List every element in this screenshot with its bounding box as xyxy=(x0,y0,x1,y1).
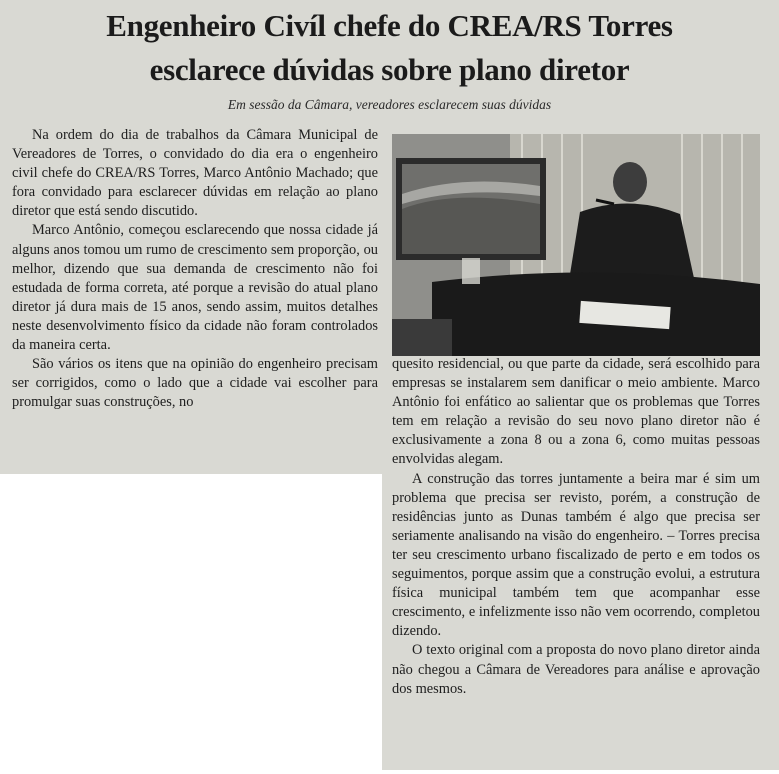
chair xyxy=(392,319,452,356)
paragraph: O texto original com a proposta do novo plano diretor ainda não chegou a Câmara de Vereadores para análise e aprovação dos mesmos. xyxy=(392,642,760,697)
headline-line-1: Engenheiro Civíl chefe do CREA/RS Torres xyxy=(106,8,673,43)
article-column-left xyxy=(12,126,378,412)
paragraph: Marco Antônio, começou esclarecendo que nossa cidade já alguns anos tomou um rumo de crescimento sem proporção, ou melhor, dizendo que sua demanda de crescimento não foi estudada de forma correta, até porque a revisão do atual plano diretor já dura mais de 15 anos, sendo assim, muitos detalhes neste desenvolvimento físico da cidade não foram controlados da maneira certa. xyxy=(12,222,378,354)
headline-line-2: esclarece dúvidas sobre plano diretor xyxy=(149,52,630,87)
speaker-photo xyxy=(392,134,760,356)
paragraph: Na ordem do dia de trabalhos da Câmara Municipal de Vereadores de Torres, o convidado do dia era o engenheiro civil chefe do CREA/RS Torres, Marco Antônio Machado; que fora convidado para esclarecer dúvidas em relação ao plano diretor que está sendo discutido. xyxy=(12,127,378,220)
subtitle: Em sessão da Câmara, vereadores esclarecem suas dúvidas xyxy=(227,97,552,112)
paragraph: São vários os itens que na opinião do engenheiro precisam ser corrigidos, como o lado que a cidade vai escolher para promulgar suas construções, no xyxy=(12,356,378,411)
water-glass xyxy=(462,258,480,284)
article-column-right xyxy=(392,355,760,699)
tv-screen-image xyxy=(402,198,540,254)
speaker-head xyxy=(613,162,647,202)
paragraph: A construção das torres juntamente a beira mar é sim um problema que precisa ser revisto, porém, a construção de residências junto as Dunas também é algo que precisa ser seriamente analisando na visão do engenheiro. – Torres precisa ter seu crescimento urbano fiscalizado de perto e em todos os seguimentos, porque assim que a construção evolui, a estrutura física municipal também tem que acompanhar esse crescimento, e infelizmente isso não vem ocorrendo, completou dizendo. xyxy=(392,470,760,640)
paragraph: quesito residencial, ou que parte da cidade, será escolhido para empresas se instalarem sem danificar o meio ambiente. Marco Antônio foi enfático ao salientar que os problemas que Torres tem em relação a revisão do seu novo plano diretor não é exclusivamente a zona 8 ou a zona 6, como muitas pessoas envolvidas alegam. xyxy=(392,356,760,468)
